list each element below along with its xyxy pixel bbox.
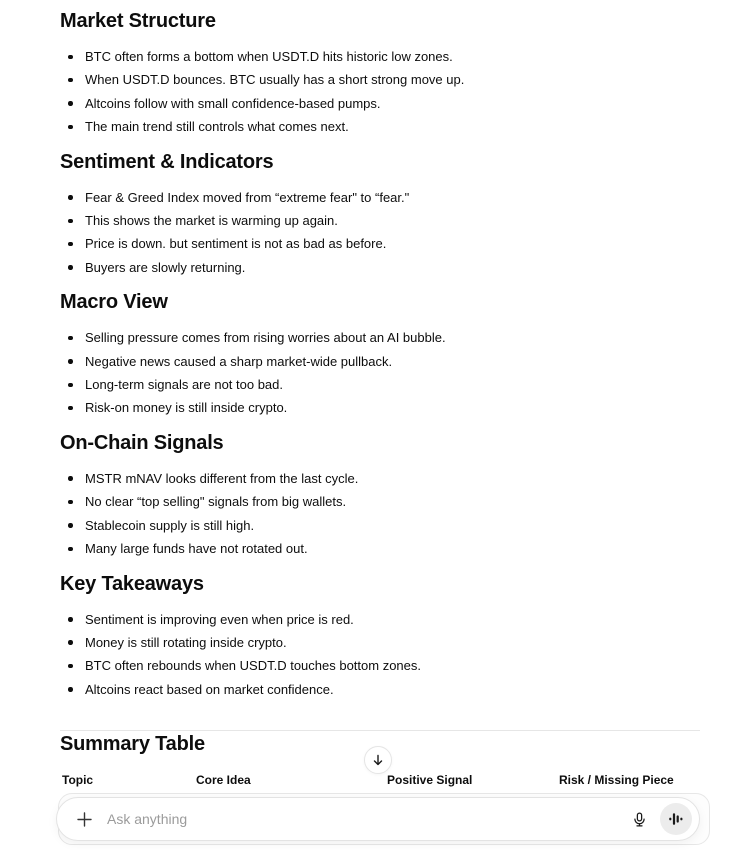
bullet-item: When USDT.D bounces. BTC usually has a short strong move up. <box>60 68 700 91</box>
document-section <box>60 8 700 139</box>
scroll-to-bottom-button[interactable] <box>364 746 392 774</box>
composer <box>56 797 700 841</box>
bullet-item: Altcoins follow with small confidence-based pumps. <box>60 92 700 115</box>
section-bullet-list <box>60 186 700 280</box>
summary-table-column-header: Positive Signal <box>387 773 473 788</box>
summary-table-column-header: Risk / Missing Piece <box>559 773 674 788</box>
bullet-item: MSTR mNAV looks different from the last cycle. <box>60 467 700 490</box>
bullet-item: The main trend still controls what comes next. <box>60 115 700 138</box>
bullet-item: Money is still rotating inside crypto. <box>60 631 700 654</box>
summary-table-column-header: Core Idea <box>196 773 251 788</box>
bullet-item: Risk-on money is still inside crypto. <box>60 396 700 419</box>
section-heading: Market Structure <box>60 10 216 32</box>
bullet-item: Many large funds have not rotated out. <box>60 537 700 560</box>
section-bullet-list <box>60 608 700 702</box>
microphone-icon <box>631 811 648 828</box>
bullet-item: BTC often forms a bottom when USDT.D hits historic low zones. <box>60 45 700 68</box>
document-section <box>60 430 700 561</box>
document-section <box>60 149 700 280</box>
bullet-item: BTC often rebounds when USDT.D touches bottom zones. <box>60 654 700 677</box>
voice-mode-button[interactable] <box>660 803 692 835</box>
section-heading: Macro View <box>60 291 168 314</box>
bullet-item: Negative news caused a sharp market-wide pullback. <box>60 350 700 373</box>
section-bullet-list <box>60 467 700 561</box>
section-bullet-list <box>60 326 700 420</box>
bullet-item: Sentiment is improving even when price is red. <box>60 608 700 631</box>
summary-table-header <box>60 773 700 787</box>
bullet-item: This shows the market is warming up again. <box>60 209 700 232</box>
section-heading: Sentiment & Indicators <box>60 150 274 173</box>
chat-input[interactable] <box>105 810 624 828</box>
section-heading: On-Chain Signals <box>60 431 224 454</box>
summary-table-heading: Summary Table <box>60 733 205 756</box>
bullet-item: Selling pressure comes from rising worries about an AI bubble. <box>60 326 700 349</box>
plus-icon <box>76 811 93 828</box>
down-arrow-icon <box>371 753 385 767</box>
dictate-button[interactable] <box>624 804 654 834</box>
bullet-item: Altcoins react based on market confidence. <box>60 678 700 701</box>
bullet-item: Stablecoin supply is still high. <box>60 514 700 537</box>
bullet-item: Long-term signals are not too bad. <box>60 373 700 396</box>
document-section <box>60 289 700 420</box>
bullet-item: Buyers are slowly returning. <box>60 256 700 279</box>
bullet-item: Fear & Greed Index moved from “extreme fear" to “fear." <box>60 186 700 209</box>
voice-waveform-icon <box>668 811 684 827</box>
section-bullet-list <box>60 45 700 139</box>
bullet-item: Price is down. but sentiment is not as bad as before. <box>60 232 700 255</box>
summary-table-column-header: Topic <box>62 773 94 788</box>
document-section <box>60 571 700 702</box>
section-heading: Key Takeaways <box>60 572 204 595</box>
bullet-item: No clear “top selling" signals from big wallets. <box>60 490 700 513</box>
document-sections <box>60 8 700 701</box>
attach-plus-button[interactable] <box>69 804 99 834</box>
